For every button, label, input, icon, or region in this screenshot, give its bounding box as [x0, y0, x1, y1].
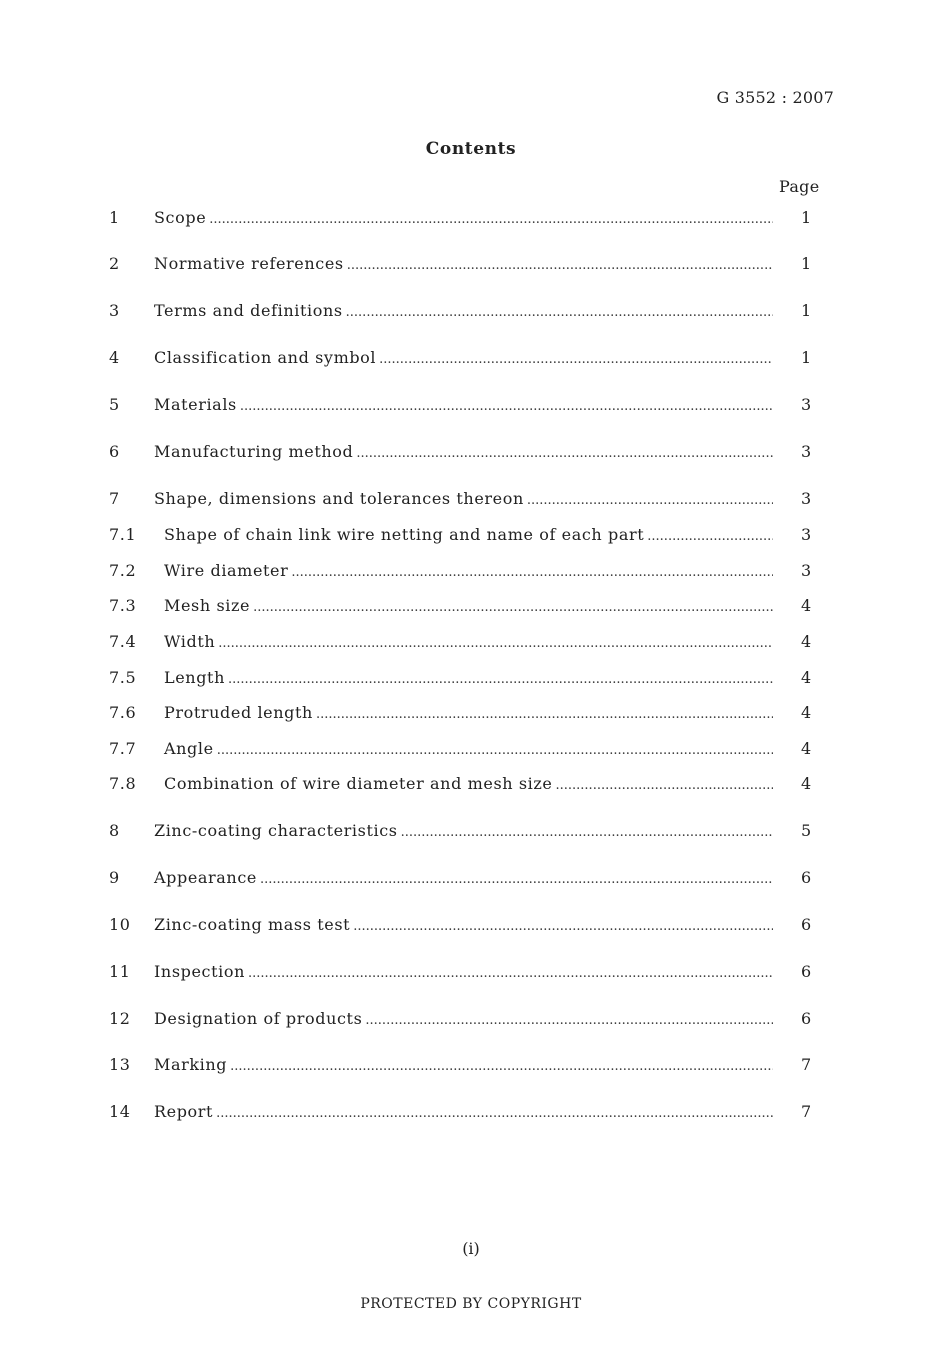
dot-leader — [291, 562, 773, 584]
toc-entry[interactable] — [109, 1008, 813, 1030]
toc-entry-label: Materials — [154, 395, 237, 414]
toc-entry-title — [164, 773, 773, 797]
toc-entry-page: 6 — [801, 915, 812, 934]
toc-entry-page: 1 — [801, 301, 812, 320]
toc-entry-title — [154, 394, 773, 418]
dot-leader — [253, 597, 773, 619]
toc-entry-title — [154, 1101, 773, 1125]
toc-entry[interactable] — [109, 524, 813, 546]
toc-entry[interactable] — [109, 1101, 813, 1123]
toc-entry-title — [154, 253, 773, 277]
page-column-heading: Page — [779, 177, 820, 196]
toc-entry-title — [164, 702, 773, 726]
toc-entry[interactable] — [109, 394, 813, 416]
toc-entry-label: Marking — [154, 1055, 228, 1074]
toc-entry-page: 3 — [801, 525, 812, 544]
toc-entry-label: Shape, dimensions and tolerances thereon — [154, 489, 524, 508]
toc-entry-page: 1 — [801, 348, 812, 367]
toc-entry-label: Shape of chain link wire netting and name of each part — [164, 525, 645, 544]
toc-entry-title — [164, 595, 773, 619]
toc-entry-page: 6 — [801, 868, 812, 887]
toc-entry-number: 7.1 — [109, 525, 137, 544]
page-title: Contents — [425, 139, 517, 159]
toc-entry-number: 5 — [109, 395, 120, 414]
toc-entry-title — [154, 347, 773, 371]
dot-leader — [347, 255, 773, 277]
dot-leader — [230, 1056, 773, 1078]
dot-leader — [556, 775, 774, 797]
document-number: G 3552 : 2007 — [716, 88, 834, 107]
toc-entry-number: 7 — [109, 489, 120, 508]
toc-entry[interactable] — [109, 560, 813, 582]
toc-entry-label: Manufacturing method — [154, 442, 354, 461]
toc-entry-label: Width — [164, 632, 216, 651]
toc-entry[interactable] — [109, 207, 813, 229]
toc-entry-title — [154, 207, 773, 231]
toc-entry[interactable] — [109, 738, 813, 760]
copyright-notice: PROTECTED BY COPYRIGHT — [360, 1296, 582, 1312]
toc-entry-title — [164, 560, 773, 584]
toc-entry[interactable] — [109, 702, 813, 724]
toc-entry[interactable] — [109, 961, 813, 983]
toc-entry[interactable] — [109, 253, 813, 275]
toc-entry-title — [164, 738, 773, 762]
toc-entry-number: 6 — [109, 442, 120, 461]
toc-entry-page: 4 — [801, 668, 812, 687]
toc-entry-page: 7 — [801, 1102, 812, 1121]
dot-leader — [240, 396, 773, 418]
toc-entry-number: 9 — [109, 868, 120, 887]
toc-entry[interactable] — [109, 300, 813, 322]
toc-entry-page: 3 — [801, 489, 812, 508]
toc-entry-label: Appearance — [154, 868, 257, 887]
toc-entry[interactable] — [109, 441, 813, 463]
toc-entry-number: 7.2 — [109, 561, 137, 580]
toc-entry-number: 10 — [109, 915, 131, 934]
dot-leader — [260, 869, 773, 891]
toc-entry[interactable] — [109, 820, 813, 842]
toc-entry-number: 14 — [109, 1102, 131, 1121]
toc-entry-number: 7.6 — [109, 703, 137, 722]
toc-entry-title — [154, 867, 773, 891]
dot-leader — [216, 1103, 773, 1125]
dot-leader — [356, 443, 773, 465]
toc-entry-title — [154, 820, 773, 844]
toc-entry[interactable] — [109, 488, 813, 510]
toc-entry-label: Inspection — [154, 962, 245, 981]
toc-entry-number: 11 — [109, 962, 131, 981]
toc-entry-number: 7.4 — [109, 632, 137, 651]
toc-entry-number: 8 — [109, 821, 120, 840]
toc-entry-page: 3 — [801, 395, 812, 414]
toc-entry-label: Mesh size — [164, 596, 251, 615]
toc-entry-label: Protruded length — [164, 703, 313, 722]
toc-entry-page: 5 — [801, 821, 812, 840]
toc-entry-page: 3 — [801, 442, 812, 461]
toc-entry[interactable] — [109, 773, 813, 795]
toc-entry-label: Normative references — [154, 254, 344, 273]
toc-entry-title — [154, 961, 773, 985]
toc-entry-page: 6 — [801, 962, 812, 981]
toc-entry[interactable] — [109, 867, 813, 889]
toc-entry-title — [154, 441, 773, 465]
page-folio: (i) — [462, 1239, 480, 1258]
toc-entry-label: Zinc-coating mass test — [154, 915, 351, 934]
toc-entry-page: 4 — [801, 739, 812, 758]
dot-leader — [346, 302, 773, 324]
toc-entry-page: 7 — [801, 1055, 812, 1074]
toc-entry-label: Designation of products — [154, 1009, 363, 1028]
toc-entry-number: 12 — [109, 1009, 131, 1028]
toc-entry-label: Combination of wire diameter and mesh size — [164, 774, 553, 793]
toc-entry[interactable] — [109, 347, 813, 369]
toc-entry-number: 7.5 — [109, 668, 137, 687]
toc-entry-label: Classification and symbol — [154, 348, 377, 367]
toc-entry-title — [154, 300, 773, 324]
toc-entry-number: 2 — [109, 254, 120, 273]
toc-entry-number: 7.8 — [109, 774, 137, 793]
toc-entry[interactable] — [109, 1054, 813, 1076]
dot-leader — [647, 526, 773, 548]
dot-leader — [379, 349, 773, 371]
toc-entry-title — [164, 667, 773, 691]
dot-leader — [353, 916, 773, 938]
dot-leader — [248, 963, 773, 985]
toc-entry-page: 6 — [801, 1009, 812, 1028]
toc-entry-label: Length — [164, 668, 225, 687]
dot-leader — [217, 740, 773, 762]
dot-leader — [228, 669, 773, 691]
toc-entry-number: 4 — [109, 348, 120, 367]
toc-entry-page: 4 — [801, 596, 812, 615]
dot-leader — [365, 1010, 773, 1032]
toc-entry-number: 7.7 — [109, 739, 137, 758]
dot-leader — [401, 822, 773, 844]
toc-entry-title — [154, 914, 773, 938]
dot-leader — [316, 704, 773, 726]
toc-entry-number: 3 — [109, 301, 120, 320]
toc-entry-page: 3 — [801, 561, 812, 580]
toc-entry-title — [154, 1008, 773, 1032]
toc-entry-page: 4 — [801, 632, 812, 651]
toc-entry-number: 1 — [109, 208, 120, 227]
dot-leader — [527, 490, 773, 512]
toc-entry[interactable] — [109, 595, 813, 617]
toc-entry-number: 13 — [109, 1055, 131, 1074]
toc-entry[interactable] — [109, 667, 813, 689]
dot-leader — [218, 633, 773, 655]
dot-leader — [209, 209, 773, 231]
toc-entry-label: Report — [154, 1102, 214, 1121]
toc-entry-title — [154, 1054, 773, 1078]
toc-entry-title — [164, 524, 773, 548]
toc-entry-page: 4 — [801, 774, 812, 793]
toc-entry-page: 1 — [801, 208, 812, 227]
toc-entry-label: Zinc-coating characteristics — [154, 821, 398, 840]
toc-entry-label: Scope — [154, 208, 207, 227]
toc-entry-number: 7.3 — [109, 596, 137, 615]
toc-entry-page: 1 — [801, 254, 812, 273]
toc-entry[interactable] — [109, 631, 813, 653]
toc-entry-label: Angle — [164, 739, 214, 758]
toc-entry-page: 4 — [801, 703, 812, 722]
toc-entry-label: Terms and definitions — [154, 301, 343, 320]
toc-entry-label: Wire diameter — [164, 561, 289, 580]
toc-entry-title — [164, 631, 773, 655]
toc-entry-title — [154, 488, 773, 512]
toc-entry[interactable] — [109, 914, 813, 936]
